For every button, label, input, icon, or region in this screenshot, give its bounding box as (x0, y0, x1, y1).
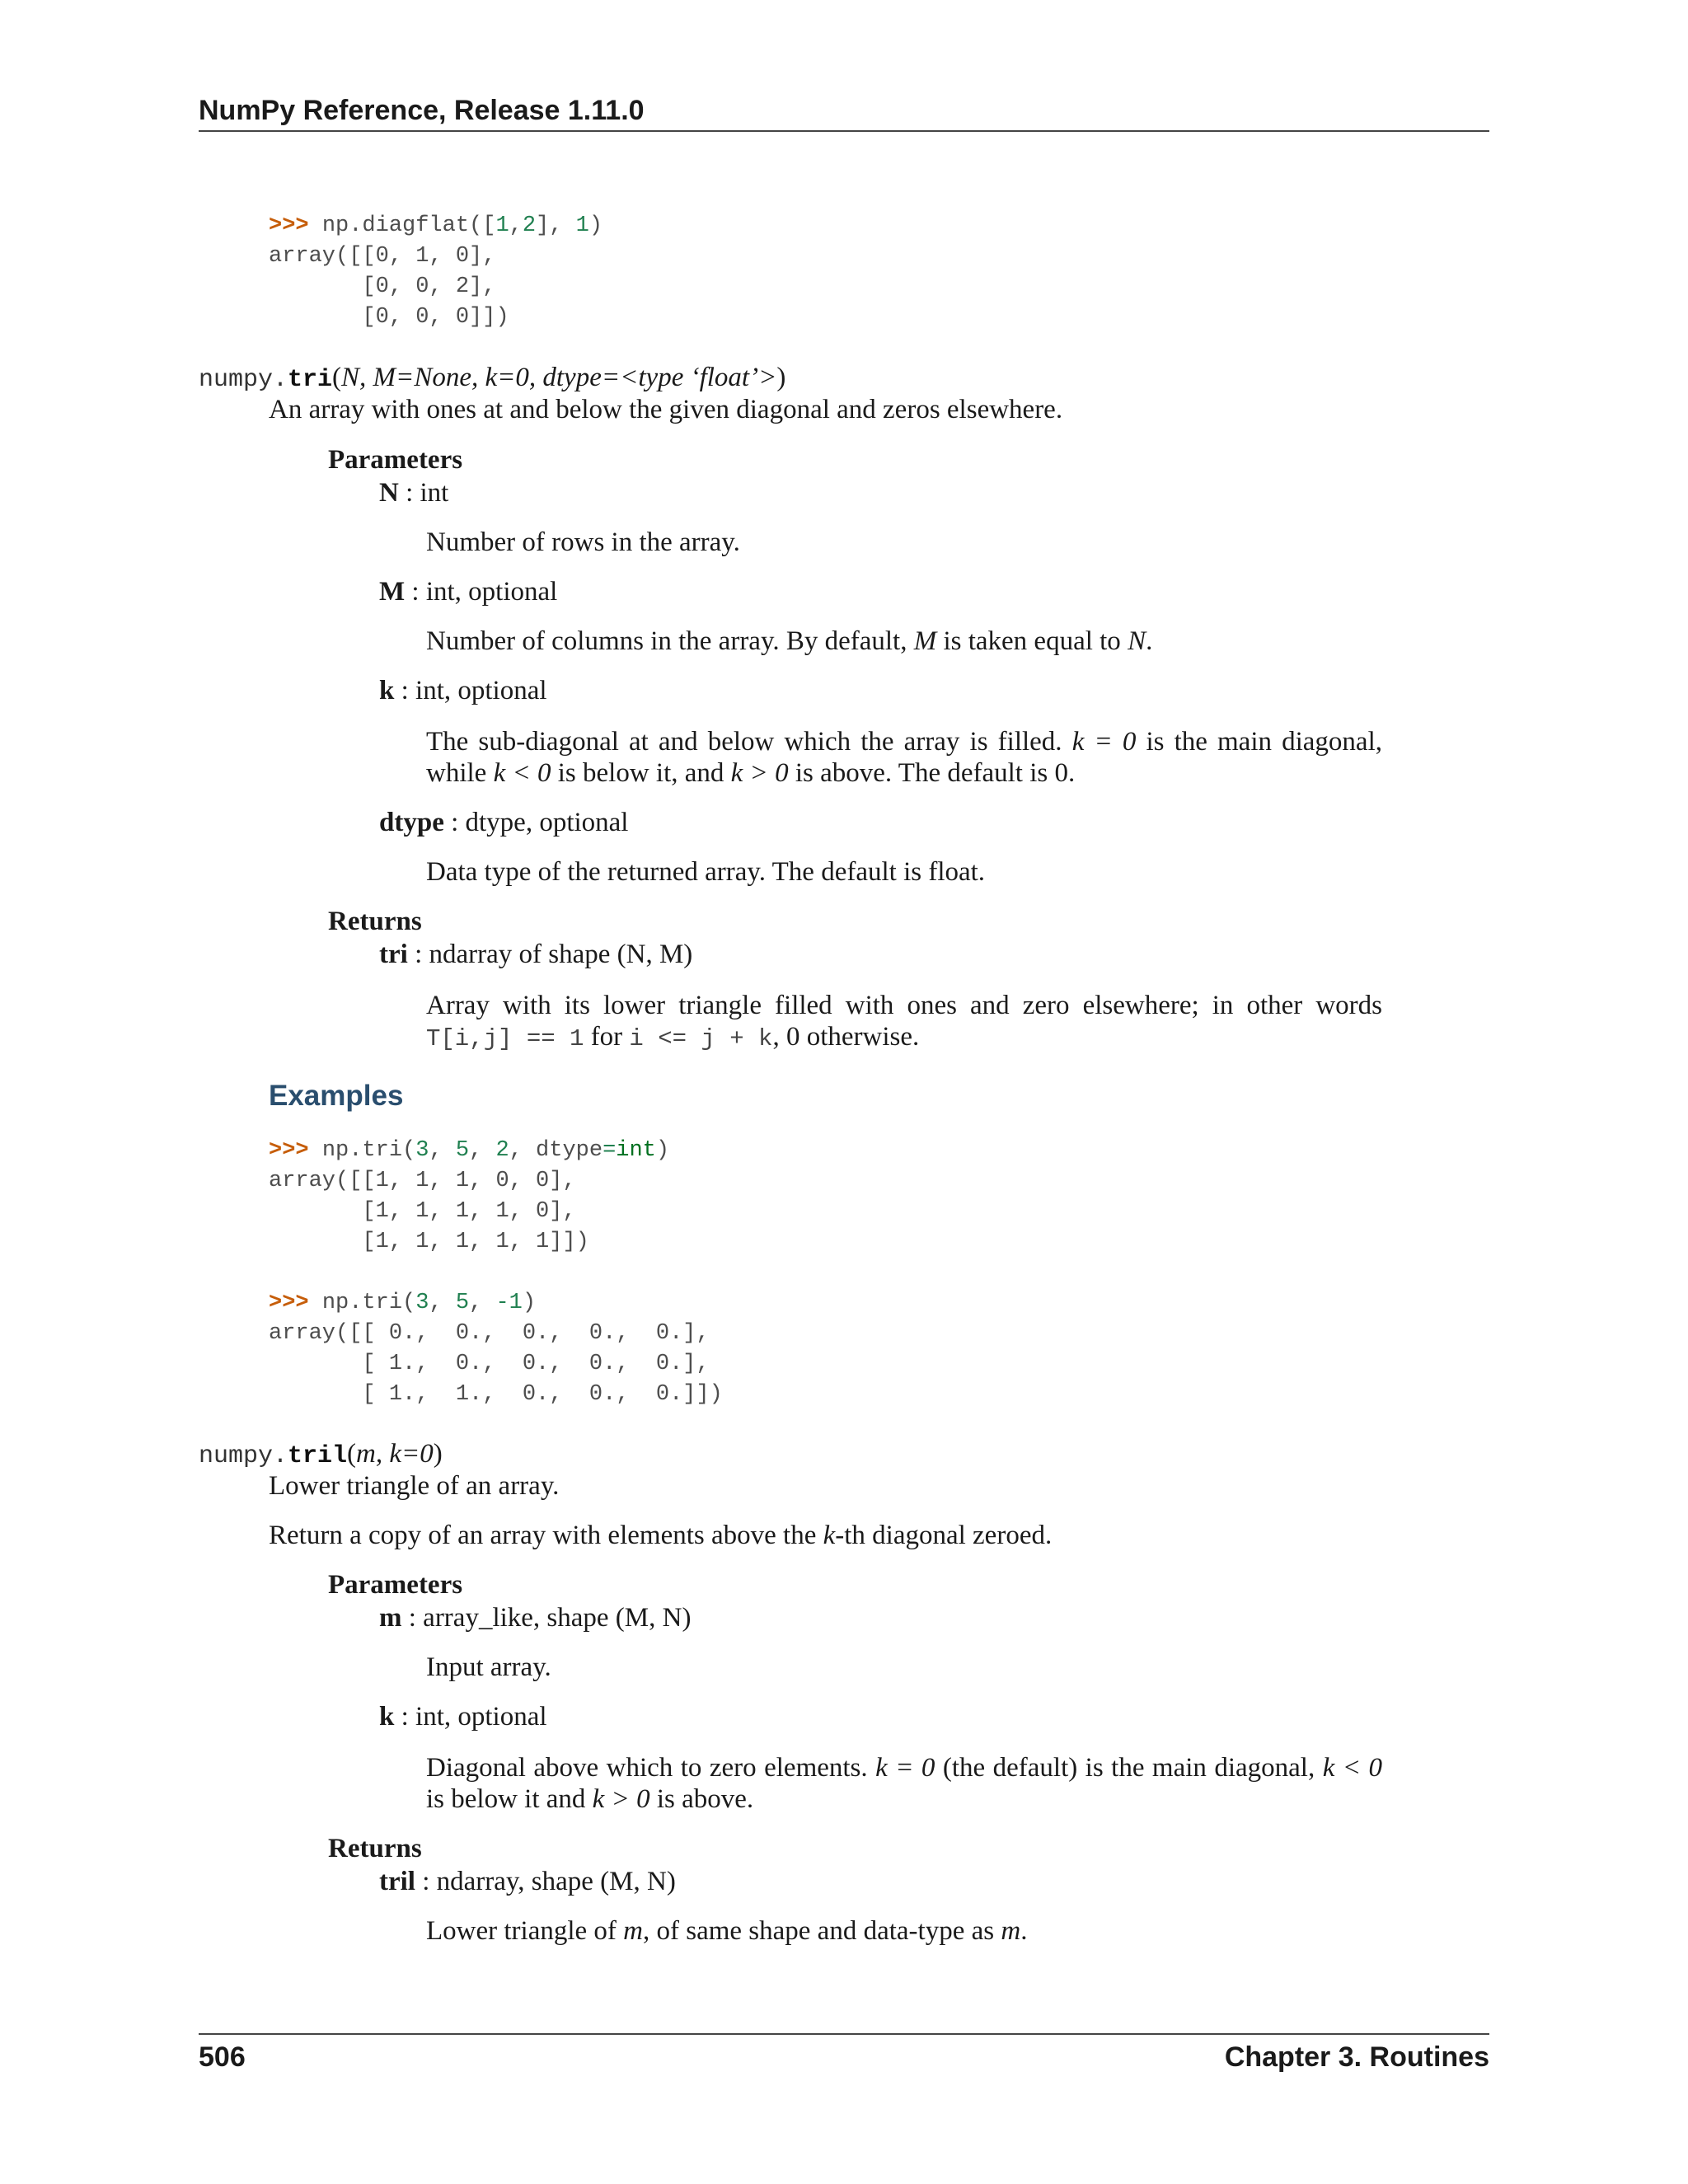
code-token: ], (536, 213, 576, 238)
return-type: : ndarray, shape (M, N) (415, 1867, 676, 1896)
desc-text: . (1146, 626, 1153, 656)
desc-text: Number of columns in the array. By default, (426, 626, 914, 656)
examples-heading: Examples (269, 1080, 404, 1112)
tril-summary: Lower triangle of an array. (269, 1471, 560, 1501)
param-name: N (379, 478, 399, 508)
code-output-line: [1, 1, 1, 1, 1]]) (269, 1230, 589, 1254)
chapter-title: Chapter 3. Routines (1224, 2041, 1489, 2073)
param-n-desc: Number of rows in the array. (426, 527, 740, 557)
desc-text: is the main diagonal, (1136, 727, 1382, 757)
code-call: np.tri( (321, 1291, 416, 1315)
desc-math: k = 0 (875, 1753, 935, 1783)
param-k-desc-line1 (426, 725, 1382, 758)
page-number: 506 (199, 2041, 246, 2073)
sig-module: numpy. (199, 366, 288, 394)
desc-math: N (1128, 626, 1146, 656)
tri-parameters-label: Parameters (328, 445, 463, 475)
sig-paren: ) (776, 363, 786, 392)
code-token: , (469, 1291, 496, 1315)
desc-math: k < 0 (493, 758, 551, 788)
tri-returns-label: Returns (328, 907, 422, 936)
tril-returns-label: Returns (328, 1834, 422, 1863)
inline-code: T[i,j] == 1 (426, 1025, 584, 1052)
param-name: M (379, 577, 406, 607)
param-type: : array_like, shape (M, N) (401, 1603, 692, 1633)
code-call: np.tri( (321, 1138, 416, 1163)
return-type: : ndarray of shape (N, M) (407, 940, 693, 969)
param-name: k (379, 676, 395, 705)
desc-text: Return a copy of an array with elements above the (269, 1521, 823, 1550)
desc-math: m (1001, 1916, 1021, 1946)
tri-example-1-code (269, 1136, 669, 1258)
code-number: -1 (495, 1291, 523, 1315)
desc-math: k < 0 (1322, 1753, 1383, 1783)
sig-paren: ( (332, 363, 342, 392)
header-rule (199, 130, 1489, 132)
tril-signature (199, 1439, 443, 1470)
param-m-desc (426, 626, 1152, 657)
code-prompt: >>> (269, 1138, 309, 1163)
code-token: , (509, 213, 523, 238)
desc-text: Diagonal above which to zero elements. (426, 1753, 876, 1783)
tri-signature (199, 363, 785, 394)
code-prompt: >>> (269, 1291, 309, 1315)
tri-example-2-code (269, 1288, 723, 1410)
desc-text: Lower triangle of (426, 1916, 624, 1946)
inline-code: i <= j + k (629, 1025, 773, 1052)
code-number: 2 (495, 1138, 509, 1163)
param-type: : int, optional (405, 577, 558, 607)
sig-module: numpy. (199, 1442, 288, 1470)
diagflat-example-code (269, 211, 603, 333)
return-name: tril (379, 1867, 415, 1896)
code-call: np.diagflat( (321, 213, 483, 238)
code-output-line: [1, 1, 1, 1, 0], (269, 1199, 576, 1224)
code-token: [ (482, 213, 496, 238)
sig-paren: ( (347, 1439, 357, 1469)
code-number: 1 (495, 213, 509, 238)
code-number: 5 (455, 1138, 470, 1163)
param-type: : int, optional (394, 1702, 547, 1732)
desc-text: for (584, 1022, 630, 1052)
return-tril-desc (426, 1916, 1027, 1947)
code-token: , (429, 1138, 456, 1163)
tri-summary: An array with ones at and below the given diagonal and zeros elsewhere. (269, 395, 1063, 424)
return-tri-desc-line1: Array with its lower triangle filled with ones and zero elsewhere; in other words (426, 991, 1382, 1020)
code-output-line: array([[ 0., 0., 0., 0., 0.], (269, 1321, 710, 1346)
code-token: , (429, 1291, 456, 1315)
desc-text: -th diagonal zeroed. (835, 1521, 1053, 1550)
code-output-line: [ 1., 1., 0., 0., 0.]]) (269, 1382, 723, 1407)
return-tril (379, 1867, 676, 1897)
code-output-line: array([[0, 1, 0], (269, 244, 496, 269)
desc-text: is taken equal to (936, 626, 1128, 656)
code-number: 3 (415, 1138, 429, 1163)
param-n (379, 478, 448, 509)
param-name: k (379, 1702, 395, 1732)
param-dtype (379, 808, 628, 838)
return-tri-desc-line2 (426, 1022, 919, 1052)
code-prompt: >>> (269, 213, 309, 238)
code-token: , dtype (509, 1138, 603, 1163)
param-type: : dtype, optional (443, 808, 629, 837)
param-m (379, 577, 557, 607)
param-type: : int, optional (394, 676, 547, 705)
code-number: 1 (575, 213, 589, 238)
desc-text: The sub-diagonal at and below which the array is filled. (426, 727, 1072, 757)
desc-text: is below it, and (551, 758, 731, 788)
desc-text: . (1020, 1916, 1028, 1946)
tril-parameters-label: Parameters (328, 1570, 463, 1600)
desc-math: M (913, 626, 937, 656)
sig-function-name: tri (288, 366, 333, 394)
code-token: ) (588, 213, 603, 238)
page-header-title: NumPy Reference, Release 1.11.0 (199, 95, 645, 126)
code-output-line: [0, 0, 2], (269, 274, 496, 299)
param-k-desc-line2 (426, 758, 1075, 789)
param-k (379, 676, 547, 706)
code-builtin: int (616, 1138, 656, 1163)
return-name: tri (379, 940, 408, 969)
param-k-tril (379, 1702, 547, 1732)
code-token: ) (655, 1138, 670, 1163)
desc-text: , of same shape and data-type as (643, 1916, 1001, 1946)
sig-paren: ) (433, 1439, 443, 1469)
footer-rule (199, 2033, 1489, 2035)
desc-text: (the default) is the main diagonal, (935, 1753, 1323, 1783)
code-token: , (469, 1138, 496, 1163)
desc-math: k > 0 (592, 1784, 650, 1814)
desc-math: m (623, 1916, 643, 1946)
code-number: 3 (415, 1291, 429, 1315)
code-number: 2 (522, 213, 537, 238)
sig-params: N, M=None, k=0, dtype=<type ‘float’> (341, 363, 777, 392)
desc-text: , 0 otherwise. (772, 1022, 920, 1052)
desc-text: while (426, 758, 494, 788)
sig-params: m, k=0 (356, 1439, 434, 1469)
param-type: : int (398, 478, 449, 508)
param-k-tril-desc-line2 (426, 1784, 753, 1815)
param-name: m (379, 1603, 402, 1633)
sig-function-name: tril (288, 1442, 348, 1470)
desc-text: is below it and (426, 1784, 593, 1814)
param-m-lower (379, 1603, 691, 1633)
code-number: 5 (455, 1291, 470, 1315)
desc-text: is above. The default is 0. (788, 758, 1076, 788)
tril-extended-summary (269, 1521, 1052, 1551)
desc-text: is above. (649, 1784, 754, 1814)
param-name: dtype (379, 808, 444, 837)
desc-math: k > 0 (730, 758, 789, 788)
param-m-lower-desc: Input array. (426, 1652, 551, 1682)
code-output-line: [0, 0, 0]]) (269, 305, 509, 330)
code-output-line: [ 1., 0., 0., 0., 0.], (269, 1352, 710, 1376)
param-k-tril-desc-line1 (426, 1751, 1382, 1784)
desc-math: k (823, 1521, 836, 1550)
code-token: ) (522, 1291, 537, 1315)
desc-math: k = 0 (1071, 727, 1137, 757)
return-tri (379, 940, 692, 970)
param-dtype-desc: Data type of the returned array. The default is float. (426, 857, 986, 887)
code-operator: = (603, 1138, 617, 1163)
code-output-line: array([[1, 1, 1, 0, 0], (269, 1169, 576, 1193)
